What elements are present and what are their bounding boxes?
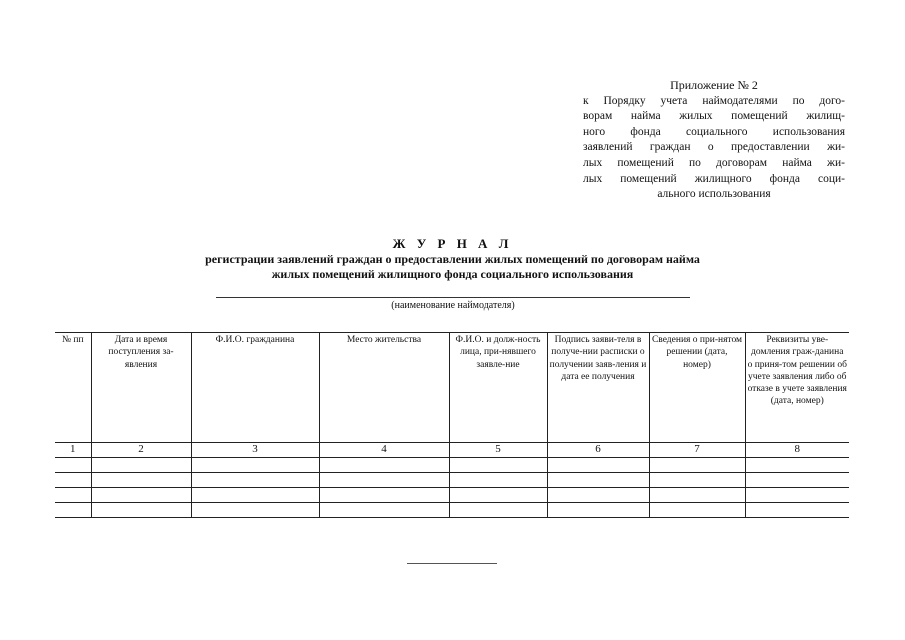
journal-title: [120, 236, 785, 282]
lessor-name-caption: (наименование наймодателя): [391, 300, 515, 311]
table-row: [55, 503, 849, 518]
header-cell-official: Ф.И.О. и долж-ность лица, при-нявшего заявле-ние: [449, 333, 547, 443]
appendix-line: заявлений граждан о предоставлении жи-: [583, 141, 845, 154]
table-row: [55, 488, 849, 503]
header-cell-citizen-name: Ф.И.О. гражданина: [191, 333, 319, 443]
header-cell-residence: Место жительства: [319, 333, 449, 443]
column-number: 4: [319, 443, 449, 458]
appendix-line: лых помещений жилищного фонда соци-: [583, 172, 845, 185]
appendix-line: ворам найма жилых помещений жилищ-: [583, 110, 845, 123]
column-number: 1: [55, 443, 91, 458]
appendix-line: к Порядку учета наймодателями по дого-: [583, 94, 845, 107]
lessor-name-line: [216, 297, 690, 298]
column-number: 7: [649, 443, 745, 458]
header-cell-applicant-signature: Подпись заяви-теля в получе-нии расписки о получении заяв-ления и дата ее получения: [547, 333, 649, 443]
column-number: 6: [547, 443, 649, 458]
appendix-line: лых помещений по договорам найма жи-: [583, 156, 845, 169]
header-cell-decision-info: Сведения о при-нятом решении (дата, номер): [649, 333, 745, 443]
column-number: 3: [191, 443, 319, 458]
registration-journal-table: [55, 332, 849, 518]
footer-separator-line: [407, 563, 497, 564]
column-number-row: [55, 443, 849, 458]
header-cell-notification-details: Реквизиты уве-домления граж-данина о приня-том решении об учете заявления либо об отказе в учете заявления (дата, номер): [745, 333, 849, 443]
appendix-line: ного фонда социального использования: [583, 125, 845, 138]
table-row: [55, 458, 849, 473]
journal-title-line-1: регистрации заявлений граждан о предоставлении жилых помещений по договорам найма: [205, 252, 700, 266]
header-cell-number: № пп: [55, 333, 91, 443]
appendix-heading: Приложение № 2: [670, 78, 758, 92]
column-number: 5: [449, 443, 547, 458]
journal-title-line-2: жилых помещений жилищного фонда социального использования: [271, 267, 634, 281]
column-number: 2: [91, 443, 191, 458]
appendix-last-line: ального использования: [657, 188, 771, 201]
header-cell-received-datetime: Дата и время поступления за-явления: [91, 333, 191, 443]
appendix-block: [583, 78, 845, 203]
journal-title-main: Ж У Р Н А Л: [392, 236, 513, 251]
column-number: 8: [745, 443, 849, 458]
table-row: [55, 473, 849, 488]
